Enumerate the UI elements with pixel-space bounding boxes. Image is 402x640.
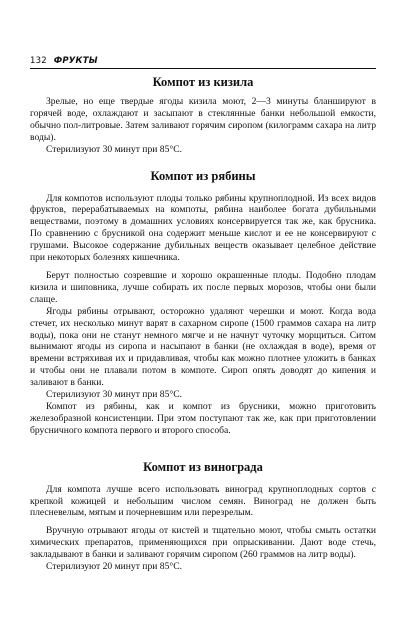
header-rule xyxy=(30,68,376,69)
paragraph: Стерилизуют 30 минут при 85°С. xyxy=(46,143,183,155)
paragraph: Стерилизуют 30 минут при 85°С. xyxy=(46,389,183,401)
paragraph: Ягоды рябины отрывают, осторожно удаляют черешки и моют. Когда вода стечет, их несколько минут варят в сахарном сиропе (1500 граммов сахара на литр воды), пока они не станут немного мягче и не начнут чуточку морщиться. Ситом вынимают ягоды из сиропа и насыпают в банки (не охлаждая в воде), время от времени встряхивая их и придавливая, чтобы как можно плотнее уложить в банках и чтобы они не плавали потом в компоте. Сироп опять доводят до кипения и заливают в банки. xyxy=(30,305,376,389)
section-rowan-compote xyxy=(30,168,376,437)
paragraph: Для компотов используют плоды только рябины крупноплодной. Из всех видов фруктов, перерабатываемых на компоты, рябина наиболее богата дубильными веществами, поэтому в домашних условиях консервируется так же, как брусника. По сравнению с брусникой она содержит меньше кислот и ее не консервируют с грушами. Высокое содержание дубильных веществ оказывает целебное действие при некоторых болезнях кишечника. xyxy=(30,192,376,264)
paragraph: Берут полностью созревшие и хорошо окрашенные плоды. Подобно плодам кизила и шиповника, лучше собирать их после первых морозов, чтобы они были слаще. xyxy=(30,269,376,305)
section-cornel-compote xyxy=(30,74,376,156)
running-head xyxy=(30,56,376,66)
section-title: Компот из кизила xyxy=(152,75,254,89)
page-content xyxy=(30,74,376,573)
page-number: 132 xyxy=(30,56,47,66)
section-title: Компот из винограда xyxy=(143,459,263,474)
paragraph: Вручную отрывают ягоды от кистей и тщательно моют, чтобы смыть остатки химических препаратов, применяющихся при опрыскивании. Дают воде стечь, закладывают в банки и заливают горячим сиропом (260 граммов на литр воды). xyxy=(30,525,376,561)
running-section-title: ФРУКТЫ xyxy=(53,56,98,66)
section-grape-compote xyxy=(30,459,376,573)
paragraph: Компот из рябины, как и компот из брусники, можно приготовить железобразной консистенции. При этом поступают так же, как при приготовлении брусничного компота первого и второго способа. xyxy=(30,400,376,436)
paragraph: Стерилизуют 20 минут при 85°С. xyxy=(46,561,183,573)
section-title: Компот из рябины xyxy=(150,168,256,183)
paragraph: Для компота лучше всего использовать виноград крупноплодных сортов с крепкой кожицей и небольшим числом семян. Виноград не должен быть плесневелым, мятым и почерневшим или перезрелым. xyxy=(30,483,376,519)
paragraph: Зрелые, но еще твердые ягоды кизила моют, 2—3 минуты бланшируют в горячей воде, охлаждают и засыпают в стеклянные банки небольшой емкости, обычно пол-литровые. Затем заливают горячим сиропом (килограмм сахара на литр воды). xyxy=(30,96,376,143)
